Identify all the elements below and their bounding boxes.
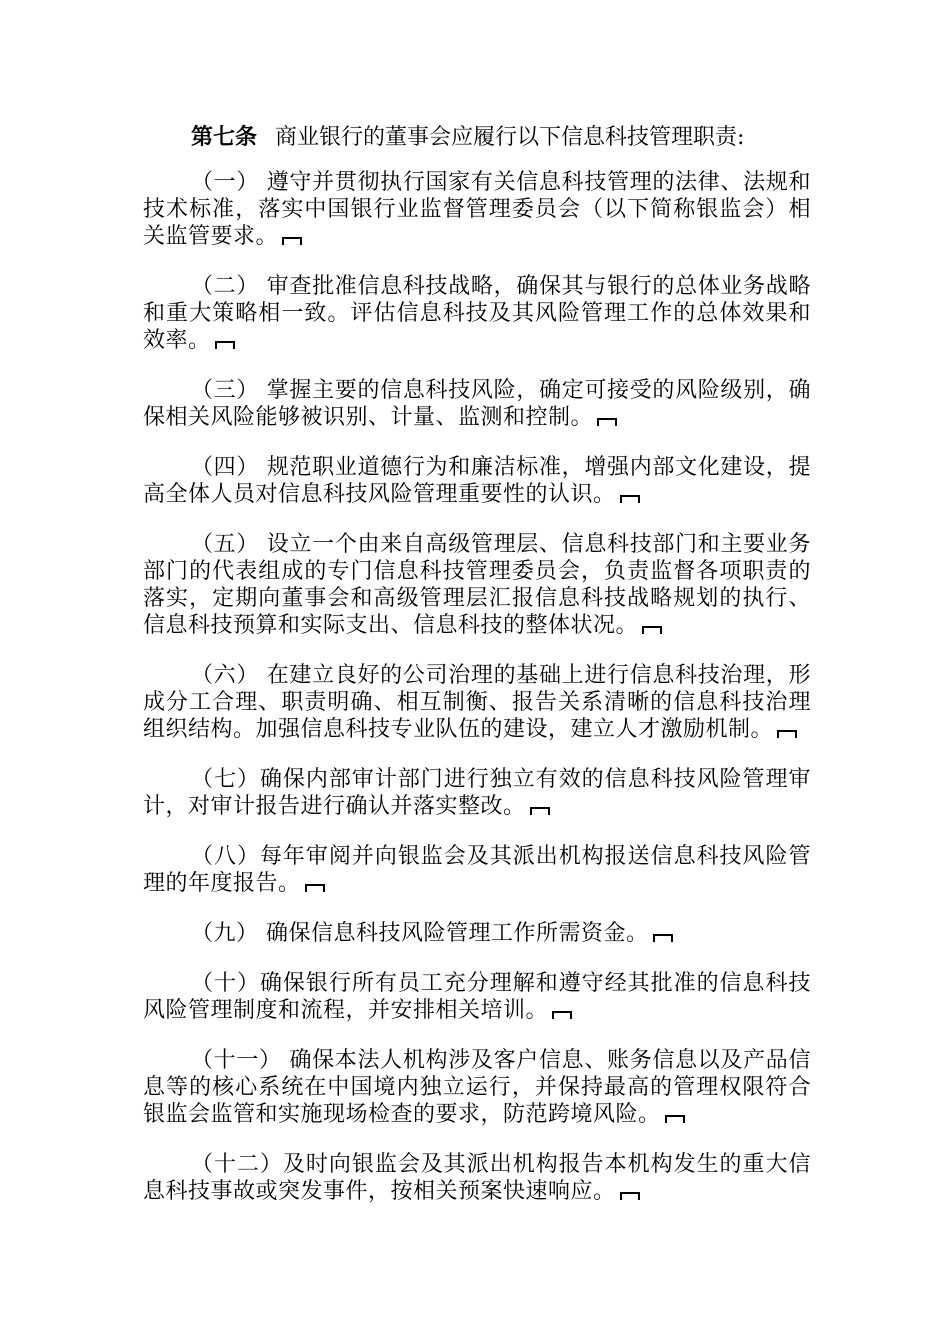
paragraph-mark-icon (620, 1192, 640, 1200)
paragraph-mark-icon (665, 1115, 685, 1123)
item-text: 在建立良好的公司治理的基础上进行信息科技治理，形成分工合理、职责明确、相互制衡、报告关系清晰的信息科技治理组织结构。加强信息科技专业队伍的建设，建立人才激励机制。 (143, 663, 811, 742)
document-page (143, 122, 811, 1228)
article-heading (143, 122, 811, 153)
item-number: （三） (191, 378, 260, 403)
list-item (143, 273, 811, 354)
list-item (143, 454, 811, 508)
article-title: 商业银行的董事会应履行以下信息科技管理职责: (275, 125, 745, 150)
list-item (143, 662, 811, 743)
item-number: （七） (191, 767, 260, 792)
paragraph-mark-icon (597, 418, 617, 426)
paragraph-mark-icon (642, 626, 662, 634)
item-number: （六） (191, 663, 260, 688)
item-number: （十） (191, 971, 260, 996)
item-text: 确保信息科技风险管理工作所需资金。 (266, 921, 649, 946)
paragraph-mark-icon (653, 934, 673, 942)
paragraph-mark-icon (552, 1011, 572, 1019)
paragraph-mark-icon (530, 807, 550, 815)
item-number: （十二） (191, 1152, 283, 1177)
paragraph-mark-icon (620, 495, 640, 503)
item-text: 每年审阅并向银监会及其派出机构报送信息科技风险管理的年度报告。 (143, 844, 811, 896)
item-number: （四） (191, 455, 260, 480)
item-text: 确保银行所有员工充分理解和遵守经其批准的信息科技风险管理制度和流程，并安排相关培训。 (143, 971, 811, 1023)
list-item (143, 970, 811, 1024)
paragraph-mark-icon (282, 237, 302, 245)
article-label: 第七条 (191, 124, 258, 150)
item-text: 设立一个由来自高级管理层、信息科技部门和主要业务部门的代表组成的专门信息科技管理委员会，负责监督各项职责的落实，定期向董事会和高级管理层汇报信息科技战略规划的执行、信息科技预算和实际支出、信息科技的整体状况。 (143, 532, 811, 638)
list-item (143, 766, 811, 820)
item-text: 掌握主要的信息科技风险，确定可接受的风险级别，确保相关风险能够被识别、计量、监测和控制。 (143, 378, 811, 430)
item-number: （二） (191, 274, 260, 299)
list-item (143, 843, 811, 897)
paragraph-mark-icon (305, 884, 325, 892)
paragraph-mark-icon (777, 730, 797, 738)
item-number: （八） (191, 844, 260, 869)
item-text: 确保本法人机构涉及客户信息、账务信息以及产品信息等的核心系统在中国境内独立运行，并保持最高的管理权限符合银监会监管和实施现场检查的要求，防范跨境风险。 (143, 1048, 811, 1127)
paragraph-mark-icon (215, 341, 235, 349)
item-number: （一） (191, 170, 260, 195)
item-text: 遵守并贯彻执行国家有关信息科技管理的法律、法规和技术标准，落实中国银行业监督管理委员会（以下简称银监会）相关监管要求。 (143, 170, 811, 249)
item-number: （十一） (191, 1048, 282, 1073)
item-text: 规范职业道德行为和廉洁标准，增强内部文化建设，提高全体人员对信息科技风险管理重要性的认识。 (143, 455, 811, 507)
list-item (143, 920, 811, 947)
item-text: 确保内部审计部门进行独立有效的信息科技风险管理审计，对审计报告进行确认并落实整改。 (143, 767, 811, 819)
list-item (143, 1151, 811, 1205)
list-item (143, 169, 811, 250)
item-number: （五） (191, 532, 260, 557)
list-item (143, 1047, 811, 1128)
item-text: 及时向银监会及其派出机构报告本机构发生的重大信息科技事故或突发事件，按相关预案快速响应。 (143, 1152, 811, 1204)
list-item (143, 377, 811, 431)
item-text: 审查批准信息科技战略，确保其与银行的总体业务战略和重大策略相一致。评估信息科技及其风险管理工作的总体效果和效率。 (143, 274, 811, 353)
list-item (143, 531, 811, 639)
item-number: （九） (191, 921, 259, 946)
